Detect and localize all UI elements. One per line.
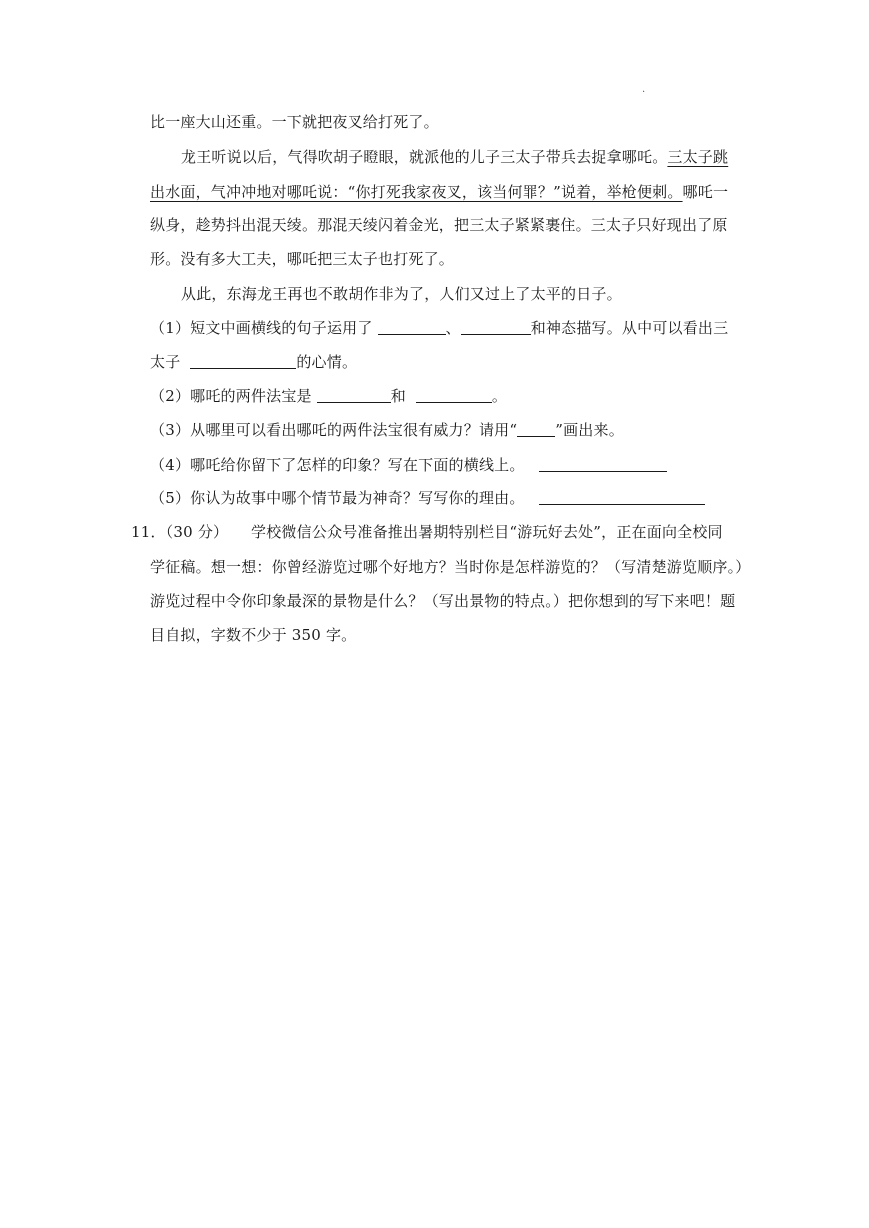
- passage-line: 从此，东海龙王再也不敢胡作非为了，人们又过上了太平的日子。: [181, 285, 622, 303]
- question-1-continued: [150, 352, 357, 372]
- question-text: （2）哪吒的两件法宝是: [150, 387, 312, 405]
- question-11-line: 学征稿。想一想：你曾经游览过哪个好地方？当时你是怎样游览的？（写清楚游览顺序。）: [150, 558, 751, 576]
- underlined-sentence: 三太子跳: [667, 148, 729, 166]
- question-text: （5）你认为故事中哪个情节最为神奇？写写你的理由。: [150, 489, 525, 507]
- header-dot: .: [642, 84, 646, 95]
- passage-line: 形。没有多大工夫，哪吒把三太子也打死了。: [150, 250, 455, 268]
- passage-line: [181, 147, 728, 167]
- question-text: 和: [390, 387, 406, 405]
- question-text: 、: [445, 319, 461, 337]
- question-text: （3）从哪里可以看出哪吒的两件法宝很有威力？请用“: [150, 421, 518, 439]
- answer-blank[interactable]: [317, 388, 391, 403]
- passage-text: 龙王听说以后，气得吹胡子瞪眼，就派他的儿子三太子带兵去捉拿哪吒。: [181, 148, 668, 166]
- question-text: 太子: [150, 353, 181, 371]
- question-1: [150, 318, 728, 338]
- question-text: （4）哪吒给你留下了怎样的印象？写在下面的横线上。: [150, 456, 525, 474]
- question-11-line: 游览过程中令你印象最深的景物是什么？（写出景物的特点。）把你想到的写下来吧！题: [150, 592, 736, 610]
- question-11-line: 目自拟，字数不少于 350 字。: [150, 626, 357, 644]
- question-2: [150, 386, 507, 406]
- question-text: 。: [491, 387, 508, 405]
- answer-blank[interactable]: [416, 388, 492, 403]
- answer-blank[interactable]: [461, 320, 531, 335]
- answer-blank[interactable]: [190, 354, 296, 369]
- passage-text: 哪吒一: [682, 183, 729, 201]
- question-text: 和神态描写。从中可以看出三: [530, 319, 729, 337]
- question-11-number: 11．（30 分）: [131, 523, 229, 541]
- underline-sample: [517, 422, 555, 437]
- passage-line: 纵身，趁势抖出混天绫。那混天绫闪着金光，把三太子紧紧裹住。三太子只好现出了原: [150, 216, 728, 234]
- underlined-sentence: 出水面，气冲冲地对哪吒说：“你打死我家夜叉，该当何罪？”说着，举枪便刺。: [150, 183, 683, 201]
- question-3: [150, 420, 624, 440]
- answer-blank[interactable]: [539, 490, 705, 505]
- question-5: [150, 488, 705, 508]
- question-text: 的心情。: [296, 353, 358, 371]
- answer-blank[interactable]: [539, 457, 667, 472]
- question-text: ”画出来。: [555, 421, 624, 439]
- passage-line: [150, 182, 728, 202]
- answer-blank[interactable]: [378, 320, 446, 335]
- question-4: [150, 455, 667, 475]
- passage-line: 比一座大山还重。一下就把夜叉给打死了。: [150, 113, 439, 131]
- question-11-line: 学校微信公众号准备推出暑期特别栏目“游玩好去处”，正在面向全校同: [251, 523, 723, 541]
- question-text: （1）短文中画横线的句子运用了: [150, 319, 373, 337]
